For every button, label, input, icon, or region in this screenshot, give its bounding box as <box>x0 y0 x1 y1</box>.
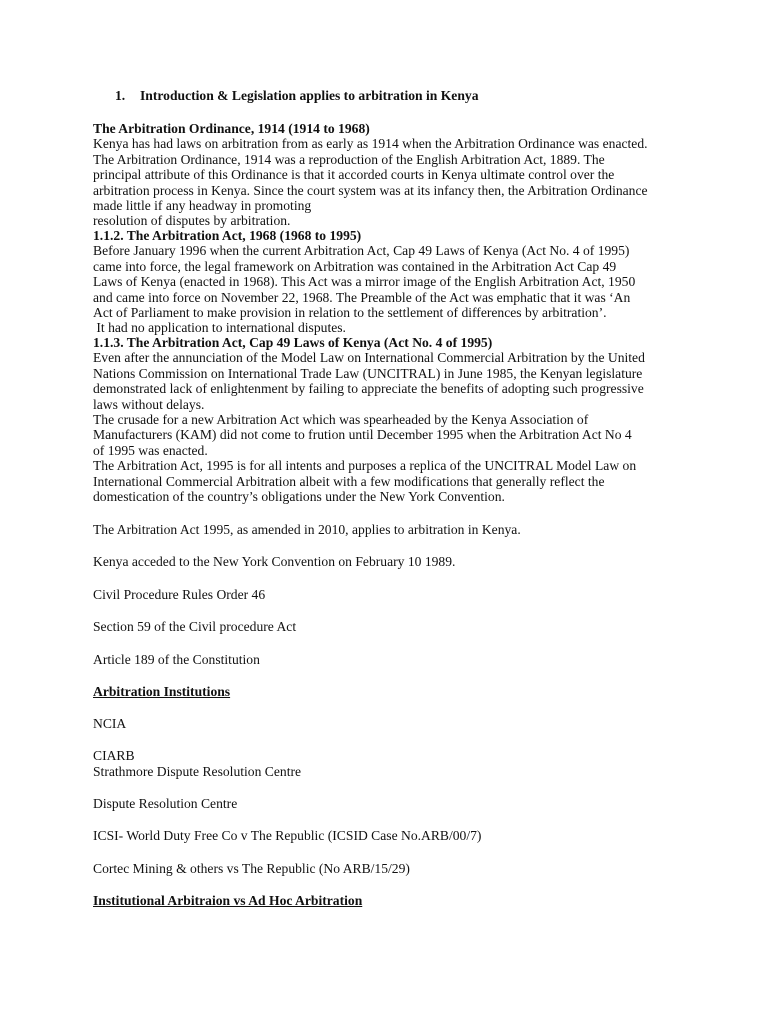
paragraph-line: demonstrated lack of enlightenment by failing to appreciate the benefits of adopting such progressive <box>93 381 644 397</box>
paragraph-line: arbitration process in Kenya. Since the court system was at its infancy then, the Arbitration Ordinance <box>93 182 648 198</box>
subsection-title: The Arbitration Ordinance, 1914 (1914 to 1968) <box>93 121 370 136</box>
section-1914 <box>93 121 683 229</box>
institution-drc: Dispute Resolution Centre <box>93 796 238 811</box>
paragraph-line: made little if any headway in promoting <box>93 198 312 214</box>
case-cortec: Cortec Mining & others vs The Republic (No ARB/15/29) <box>93 861 410 876</box>
paragraph-line: principal attribute of this Ordinance is that it accorded courts in Kenya ultimate control over the <box>93 167 615 183</box>
paragraph-line: The Arbitration Ordinance, 1914 was a reproduction of the English Arbitration Act, 1889. The <box>93 151 605 167</box>
institutions-heading: Arbitration Institutions <box>93 684 231 699</box>
paragraph-line: Before January 1996 when the current Arbitration Act, Cap 49 Laws of Kenya (Act No. 4 of 1995) <box>93 243 630 259</box>
paragraph-line: It had no application to international disputes. <box>93 320 346 336</box>
paragraph-line: of 1995 was enacted. <box>93 442 208 458</box>
paragraph-line: domestication of the country’s obligations under the New York Convention. <box>93 489 505 505</box>
institution-ciarb: CIARB <box>93 748 135 763</box>
paragraph-line: laws without delays. <box>93 396 205 412</box>
paragraph-section-59: Section 59 of the Civil procedure Act <box>93 619 297 634</box>
paragraph-line: International Commercial Arbitration albeit with a few modifications that generally reflect the <box>93 473 605 489</box>
section-1968 <box>93 228 683 336</box>
paragraph-line: Act of Parliament to make provision in relation to the settlement of differences by arbitration’. <box>93 305 607 321</box>
paragraph-line: resolution of disputes by arbitration. <box>93 213 291 229</box>
paragraph-line: and came into force on November 22, 1968. The Preamble of the Act was emphatic that it was ‘An <box>93 289 631 305</box>
paragraph-line: Nations Commission on International Trade Law (UNCITRAL) in June 1985, the Kenyan legislature <box>93 365 643 381</box>
paragraph-line: Kenya has had laws on arbitration from as early as 1914 when the Arbitration Ordinance was enacted. <box>93 136 648 152</box>
paragraph-line: The Arbitration Act, 1995 is for all intents and purposes a replica of the UNCITRAL Model Law on <box>93 458 637 474</box>
paragraph-civil-rules: Civil Procedure Rules Order 46 <box>93 587 266 602</box>
subsection-title: 1.1.3. The Arbitration Act, Cap 49 Laws of Kenya (Act No. 4 of 1995) <box>93 335 493 350</box>
subsection-title: 1.1.2. The Arbitration Act, 1968 (1968 to 1995) <box>93 228 362 243</box>
institution-strathmore: Strathmore Dispute Resolution Centre <box>93 764 302 779</box>
paragraph-line: Manufacturers (KAM) did not come to frution until December 1995 when the Arbitration Act No 4 <box>93 427 632 443</box>
section-title: Introduction & Legislation applies to arbitration in Kenya <box>140 88 479 103</box>
section-heading <box>115 88 479 103</box>
case-icsi: ICSI- World Duty Free Co v The Republic (ICSID Case No.ARB/00/7) <box>93 828 482 843</box>
paragraph-line: came into force, the legal framework on Arbitration was contained in the Arbitration Act Cap 49 <box>93 258 617 274</box>
paragraph-line: The crusade for a new Arbitration Act which was spearheaded by the Kenya Association of <box>93 412 589 428</box>
section-1995 <box>93 335 683 504</box>
document-page <box>93 0 683 1024</box>
paragraph-ny-convention: Kenya acceded to the New York Convention on February 10 1989. <box>93 554 456 569</box>
section-number: 1. <box>115 88 126 103</box>
institution-ncia: NCIA <box>93 716 127 731</box>
paragraph-act-2010: The Arbitration Act 1995, as amended in 2010, applies to arbitration in Kenya. <box>93 522 521 537</box>
paragraph-line: Laws of Kenya (enacted in 1968). This Act was a mirror image of the English Arbitration Act, 1950 <box>93 274 636 290</box>
paragraph-line: Even after the annunciation of the Model Law on International Commercial Arbitration by the United <box>93 350 645 366</box>
paragraph-article-189: Article 189 of the Constitution <box>93 652 260 667</box>
institutional-vs-adhoc-heading: Institutional Arbitraion vs Ad Hoc Arbitration <box>93 893 363 908</box>
